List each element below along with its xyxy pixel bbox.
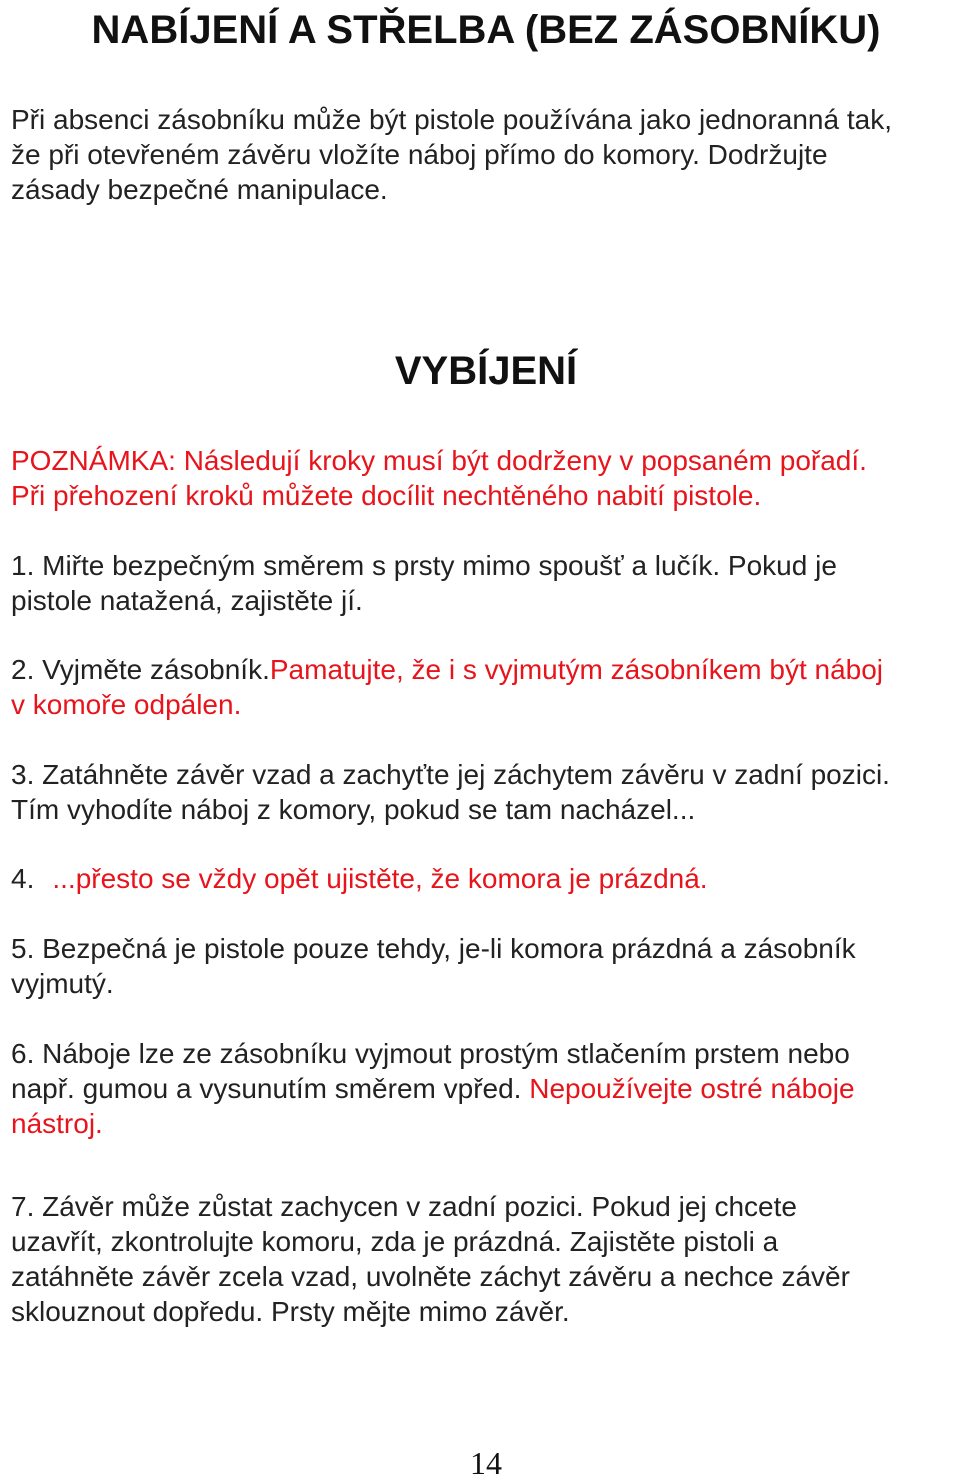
step-line: vyjmutý. bbox=[11, 968, 114, 999]
section-title: VYBÍJENÍ bbox=[394, 349, 578, 393]
step-number: 4. bbox=[11, 863, 35, 894]
step-text: např. gumou a vysunutím směrem vpřed. bbox=[11, 1073, 530, 1104]
step-text: 2. Vyjměte zásobník. bbox=[11, 654, 270, 685]
intro-line: zásady bezpečné manipulace. bbox=[11, 174, 388, 205]
step-line: sklouznout dopředu. Prsty mějte mimo závěr. bbox=[11, 1296, 570, 1327]
step-line: 7. Závěr může zůstat zachycen v zadní pozici. Pokud jej chcete bbox=[11, 1191, 797, 1222]
warning-text: Pamatujte, že i s vyjmutým zásobníkem být náboj bbox=[269, 654, 884, 685]
step-line bbox=[11, 1071, 959, 1106]
intro-line: Při absenci zásobníku může být pistole používána jako jednoranná tak, bbox=[11, 104, 892, 135]
step-line: 5. Bezpečná je pistole pouze tehdy, je-li komora prázdná a zásobník bbox=[11, 933, 856, 964]
step-line: 1. Miřte bezpečným směrem s prsty mimo spoušť a lučík. Pokud je bbox=[11, 550, 837, 581]
warning-line: v komoře odpálen. bbox=[11, 689, 242, 720]
note-line: POZNÁMKA: Následují kroky musí být dodrženy v popsaném pořadí. bbox=[11, 445, 867, 476]
step-line: 6. Náboje lze ze zásobníku vyjmout prostým stlačením prstem nebo bbox=[11, 1038, 850, 1069]
warning-line: nástroj. bbox=[11, 1108, 103, 1139]
step-line: 3. Zatáhněte závěr vzad a zachyťte jej záchytem závěru v zadní pozici. bbox=[11, 759, 890, 790]
page-number: 14 bbox=[470, 1445, 502, 1481]
step-line bbox=[11, 861, 959, 896]
warning-text: ...přesto se vždy opět ujistěte, že komora je prázdná. bbox=[52, 863, 708, 894]
note-line: Při přehození kroků můžete docílit nechtěného nabití pistole. bbox=[11, 480, 762, 511]
step-line bbox=[11, 652, 959, 687]
page-title: NABÍJENÍ A STŘELBA (BEZ ZÁSOBNÍKU) bbox=[91, 8, 881, 52]
step-line: pistole natažená, zajistěte jí. bbox=[11, 585, 363, 616]
intro-line: že při otevřeném závěru vložíte náboj přímo do komory. Dodržujte bbox=[11, 139, 828, 170]
step-line: uzavřít, zkontrolujte komoru, zda je prázdná. Zajistěte pistoli a bbox=[11, 1226, 779, 1257]
step-line: Tím vyhodíte náboj z komory, pokud se tam nacházel... bbox=[11, 794, 696, 825]
warning-text: Nepoužívejte ostré náboje bbox=[529, 1073, 855, 1104]
step-line: zatáhněte závěr zcela vzad, uvolněte záchyt závěru a nechce závěr bbox=[11, 1261, 850, 1292]
